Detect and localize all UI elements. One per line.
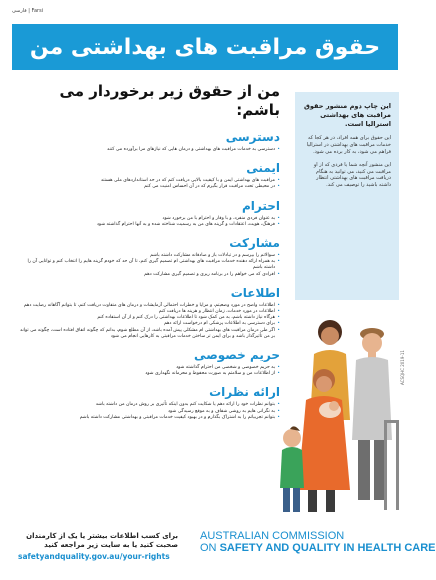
bullet: • به همراه ارائه دهنده خدمات مراقبت های بهداشتی ام تصمیم گیری کنم، تا آن حد که خودم گزینه هایم را انتخاب کنم و توانایی آن را داشته باشم (18, 259, 280, 271)
sidebox-paragraph: این حقوق برای همه افراد، در هر کجا که خدمات مراقبت های بهداشتی در استرالیا فراهم می شود، به کار برده می شود. (306, 135, 391, 155)
sidebox-paragraph: این منشور آنچه شما یا فردی که از او مراقبت می کنید، می توانید به هنگام دریافت مراقبت های بهداشتی انتظار داشته باشید را توصیف می کند. (313, 162, 391, 188)
bullet: • در محیطی تحت مراقبت قرار بگیرم که در آن احساس امنیت می کنم (18, 184, 280, 190)
logo-text-bold: SAFETY AND QUALITY IN HEALTH CARE (219, 542, 436, 554)
bullet: • دسترسی به خدمات مراقبت های بهداشتی و درمان هایی که نیازهای مرا برآورده می کنند (18, 147, 280, 153)
commission-logo-line1 (200, 530, 400, 542)
logo-text: AUSTRALIAN COMMISSION (200, 530, 345, 542)
section-title: اطلاعات (230, 285, 280, 300)
bullet: • اگر طی درمان مراقبت های بهداشتی ام مشکلی پیش آمده باشد، از آن مطلع شوم، بدانم که چگونه اتفاق افتاده است، چگونه می تواند بر من تأثیرگذار باشد و برای ایمن تر ساختن خدمات مراقبتی به کارهایی انجام می شود (18, 328, 280, 340)
section-title: حریم خصوصی (194, 348, 280, 363)
footer-info (18, 532, 178, 561)
logo-text-prefix: ON (200, 542, 220, 554)
section-title: مشارکت (229, 236, 280, 251)
section-privacy (18, 348, 280, 377)
language-tag: فارسی | Farsi (12, 8, 44, 14)
website-link[interactable]: safetyandquality.gov.au/your-rights (18, 552, 170, 561)
rights-content (18, 82, 280, 429)
bullet: • هرگاه نیاز داشته باشم، به من کمک شود تا اطلاعات بهداشتی را درک کنم و از آن استفاده کنم (18, 315, 280, 321)
page-title: حقوق مراقبت های بهداشتی من (29, 34, 381, 60)
bullet: • از اطلاعات من و سلامتم به صورت محفوظ و محرمانه نگهداری شود (18, 371, 280, 377)
bullet: • به حریم خصوصی و شخصی من احترام گذاشته شود (18, 365, 280, 371)
charter-info-box (295, 92, 399, 300)
section-partnership (18, 236, 280, 278)
bullet: • مراقبت های بهداشتی ایمن و با کیفیت بالایی دریافت کنم که در حد استانداردهای ملی هستند (18, 178, 280, 184)
footer-text: برای کسب اطلاعات بیشتر یا یک از کارمندان صحبت کنید یا به سایت زیر مراجعه کنید (26, 532, 178, 549)
bullet: • اطلاعات واضح در مورد وضعیتم، و مزایا و خطرات احتمالی آزمایشات و درمان های متفاوت دریافت کنم، تا بتوانم آگاهانه رضایت دهم (18, 303, 280, 309)
section-title: احترام (241, 198, 280, 213)
bullet: • به عنوان فردی منفرد، و با وقار و احترام با من برخورد شود (18, 216, 280, 222)
bullet: • برای دسترسی به اطلاعات پزشکی ام درخواست ارائه دهم (18, 321, 280, 327)
bullet: • اطلاعات در مورد خدمات، زمان انتظار و هزینه ها دریافت کنم (18, 309, 280, 315)
section-title: دسترسی (225, 130, 280, 144)
document-code: ACSQHC 2019-11 (400, 350, 405, 385)
commission-logo-line2 (200, 542, 436, 554)
bullet: • بتوانم تجربیاتم را به اشتراک بگذارم و در بهبود کیفیت خدمات مراقبتی و بهداشتی مشارکت داشته باشم (18, 415, 280, 421)
bullet: • افرادی که می خواهم را در برنامه ریزی و تصمیم گیری مشارکت دهم (18, 272, 280, 278)
section-title: ایمنی (246, 161, 280, 176)
bullet: • فرهنگ، هویت، اعتقادات و گزینه های من به رسمیت شناخته شده و به آنها احترام گذاشته شود (18, 222, 280, 228)
section-feedback (18, 385, 280, 421)
section-safety (18, 161, 280, 190)
section-title: ارائه نظرات (209, 385, 280, 400)
section-respect (18, 199, 280, 228)
section-information (18, 286, 280, 340)
sidebox-paragraph: این چاپ دوم منشور حقوق مراقبت های بهداشتی استرالیا است. (304, 102, 391, 128)
bullet: • به نگرانی هایم به روشی شفاف و به موقع رسیدگی شود (18, 409, 280, 415)
bullet: • بتوانم نظرات خود را ارائه دهم یا شکایت کنم بدون اینکه تأثیری بر روش درمان من داشته باشد (18, 402, 280, 408)
title-banner (12, 24, 398, 70)
family-illustration (280, 310, 402, 520)
section-access (18, 130, 280, 153)
intro-heading: من از حقوق زیر برخوردار می باشم: (59, 82, 280, 119)
bullet: • سوالاتم را بپرسم و در تبادلات باز و صادقانه مشارکت داشته باشم (18, 253, 280, 259)
